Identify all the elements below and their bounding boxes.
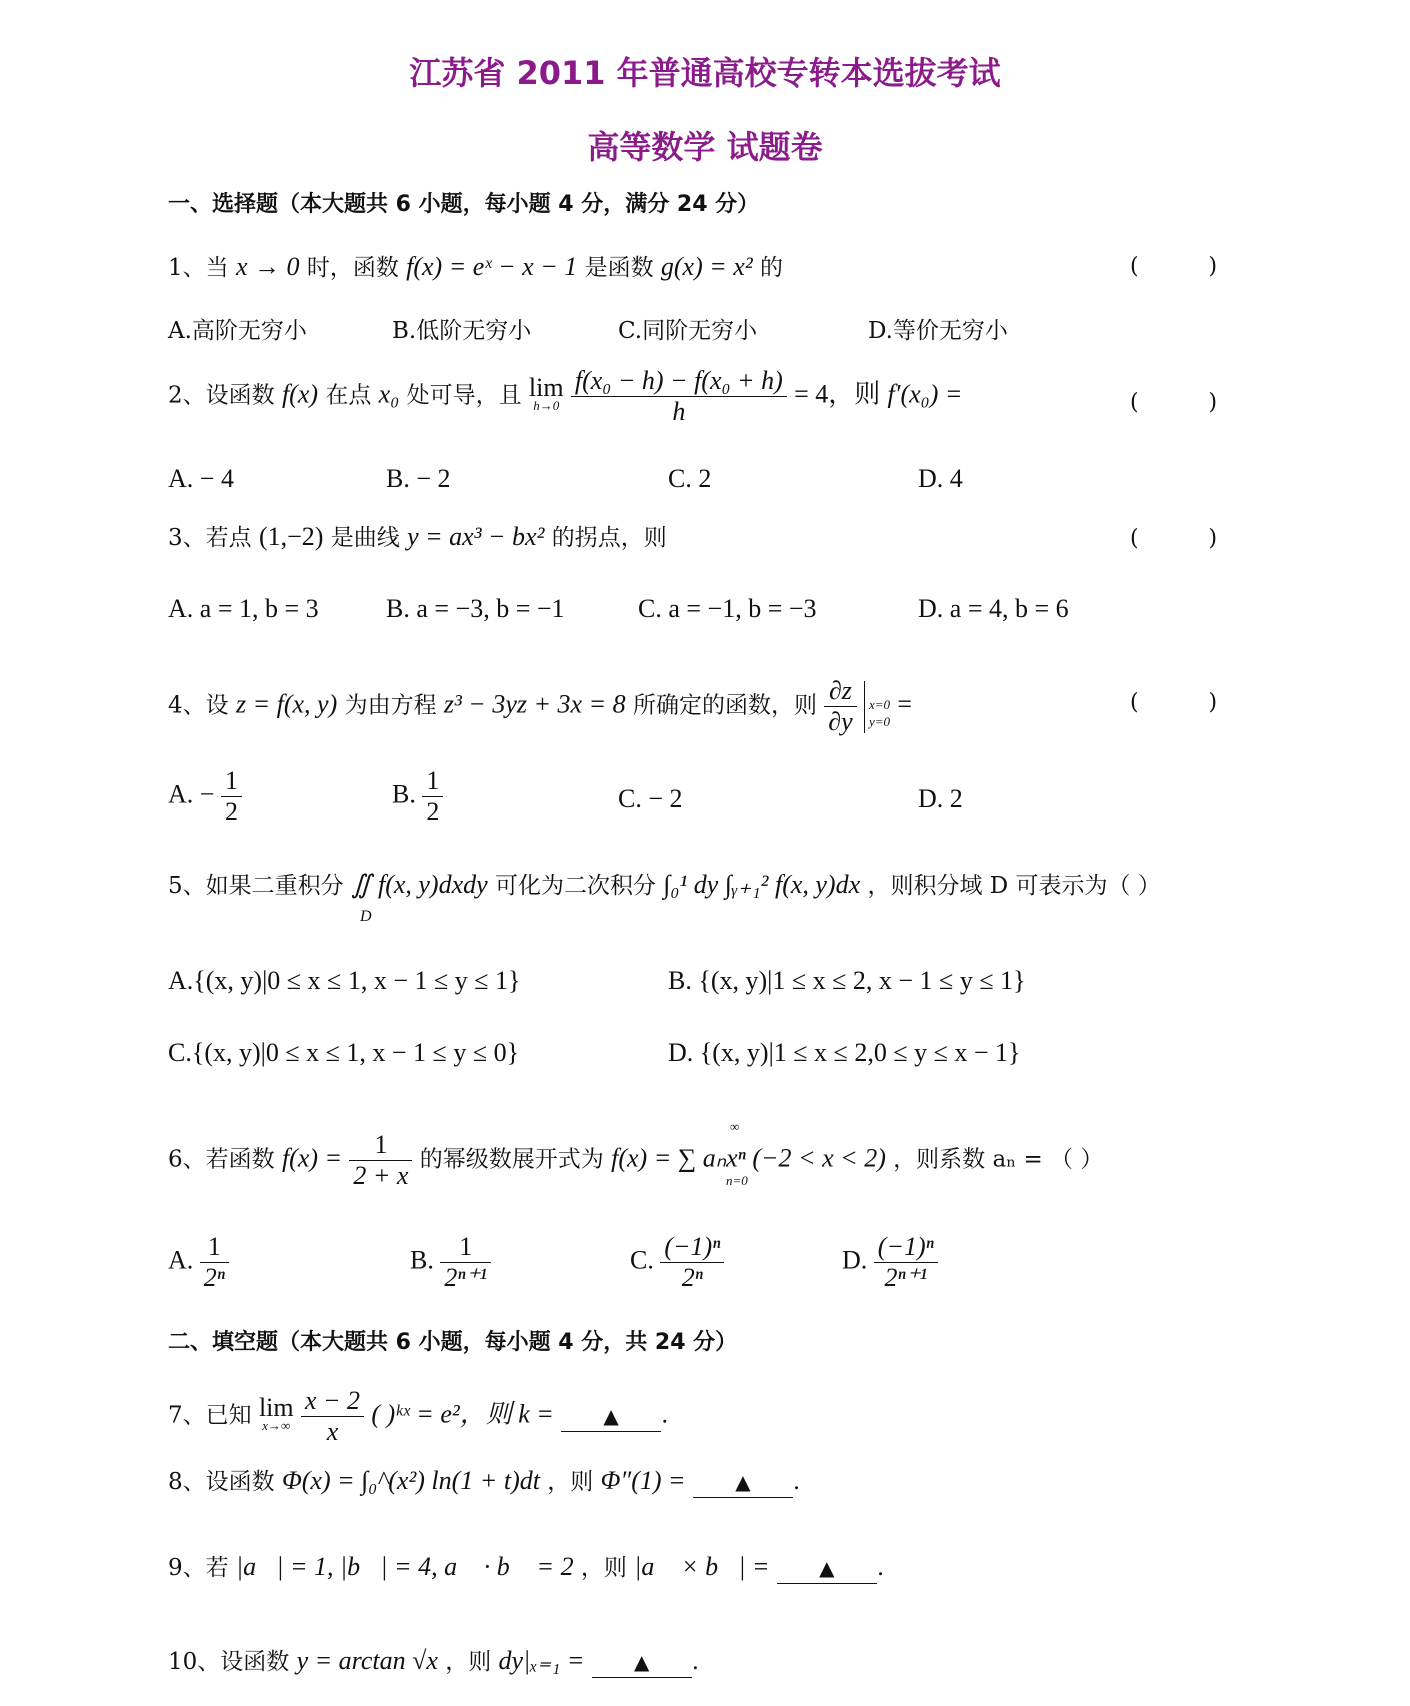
q5-option-c: C.{(x, y)|0 ≤ x ≤ 1, x − 1 ≤ y ≤ 0} [168,1038,520,1067]
q6-option-d-label: D. [842,1245,868,1275]
q2-numerator: f(x₀ − h) − f(x₀ + h) [571,366,787,397]
q7-lim-label: lim [258,1392,294,1422]
q6-sum-bottom: n=0 [726,1173,748,1188]
q4-equation: z³ − 3yz + 3x = 8 [443,689,626,719]
q2-num: 2、设函数 [168,382,275,409]
q2-option-b: B. − 2 [386,464,451,493]
q3-option-a: A. a = 1, b = 3 [168,594,319,623]
q6-fx: f(x) = [281,1143,343,1173]
q4-eq: = [897,689,912,719]
q9-end: . [876,1555,885,1581]
q4-condition [864,681,890,733]
q2-lim-sub: h→0 [533,397,560,413]
q4-mid: 为由方程 [344,692,437,719]
q2-answer-paren: ( ) [1130,390,1218,415]
q3-tail: 的拐点，则 [551,525,667,551]
question-2 [168,366,962,427]
q8-num: 8、设函数 [168,1469,275,1495]
q2-x0: x₀ [378,379,400,409]
q2-lim-label: lim [528,372,564,402]
q4-option-d: D. 2 [918,784,963,813]
q1-limit: x → 0 [235,252,300,281]
q6-fraction [349,1130,412,1191]
q5-iterated-integral: ∫₀¹ dy ∫ᵧ₊₁² f(x, y)dx [663,870,861,899]
q6-c-num: (−1)ⁿ [660,1232,724,1263]
q8-expr: Φ(x) = ∫₀^(x²) ln(1 + t)dt [281,1466,540,1495]
q1-num: 1、当 [168,255,229,281]
q8-end: . [792,1469,801,1495]
q7-fraction [301,1386,364,1447]
q1-option-c: C.同阶无穷小 [618,318,758,344]
q7-fden: x [326,1417,339,1446]
exam-subtitle: 高等数学 试题卷 [587,128,823,166]
q9-answer-blank[interactable]: ▲ [777,1553,877,1584]
q6-b-num: 1 [440,1232,491,1263]
q2-mid2: 处可导，且 [406,382,522,409]
q4-option-c: C. − 2 [618,784,683,813]
q6-option-d-frac [874,1232,938,1293]
q4-num: 4、设 [168,692,229,719]
q6-option-c [630,1232,724,1293]
q4-answer-paren: ( ) [1130,690,1218,715]
q10-answer-blank[interactable]: ▲ [592,1647,692,1678]
q3-point: (1,−2) [258,522,324,551]
q2-mid: 在点 [325,382,372,409]
q3-option-d: D. a = 4, b = 6 [918,594,1069,623]
q2-option-d: D. 4 [918,464,963,493]
q10-mid: ，则 [445,1649,492,1675]
q6-option-b-frac [440,1232,491,1293]
q6-d-den: 2ⁿ⁺¹ [884,1263,928,1292]
q6-option-b-label: B. [410,1245,434,1275]
question-6 [168,1130,1103,1191]
q7-end: . [661,1402,669,1429]
question-4 [168,676,912,737]
q6-option-a-frac [200,1232,229,1293]
exam-title: 江苏省 2011 年普通高校专转本选拔考试 [409,54,1001,92]
q6-option-c-label: C. [630,1245,654,1275]
question-5 [168,870,1161,901]
q2-option-c: C. 2 [668,464,712,493]
q2-lim [528,372,564,415]
q7-num: 7、已知 [168,1402,252,1429]
q3-option-c: C. a = −1, b = −3 [638,594,817,623]
question-3 [168,522,667,553]
q6-option-a [168,1232,229,1293]
q10-target: dy|ₓ₌₁ = [498,1646,585,1675]
question-8 [168,1466,800,1498]
q5-num: 5、如果二重积分 [168,873,344,899]
q6-option-a-label: A. [168,1245,194,1275]
q3-mid: 是曲线 [330,525,400,551]
section-1-title: 一、选择题（本大题共 6 小题，每小题 4 分，满分 24 分） [168,192,760,217]
q5-mid: 可化为二次积分 [494,873,656,899]
q2-fx: f(x) [281,379,319,409]
q4-cond-x: x=0 [868,696,890,712]
q4-option-b [392,766,443,827]
q5-tail: ，则积分域 D 可表示为（ ） [867,873,1161,899]
q6-fden: 2 + x [353,1161,409,1190]
q8-mid: ，则 [547,1469,594,1495]
q4-dnum: ∂z [824,676,856,707]
q5-region: D [360,908,372,925]
q6-sum-top: ∞ [730,1119,740,1134]
q4-option-a-frac [221,766,242,827]
section-2-title: 二、填空题（本大题共 6 小题，每小题 4 分，共 24 分） [168,1330,738,1355]
q6-fnum: 1 [349,1130,412,1161]
q4-a-den: 2 [224,797,238,826]
q10-expr: y = arctan √x [296,1646,438,1675]
q6-num: 6、若函数 [168,1146,275,1173]
q4-partial-derivative [824,676,856,737]
q7-answer-blank[interactable]: ▲ [561,1401,661,1432]
q5-option-b: B. {(x, y)|1 ≤ x ≤ 2, x − 1 ≤ y ≤ 1} [668,966,1026,995]
q1-function-g: g(x) = x² [660,252,753,281]
q9-num: 9、若 [168,1555,229,1581]
q4-dden: ∂y [828,707,853,736]
q7-expr: ( )ᵏˣ = e²，则 k = [371,1399,554,1429]
q4-option-b-label: B. [392,779,416,809]
q3-answer-paren: ( ) [1130,526,1218,551]
question-10 [168,1646,699,1678]
q3-option-b: B. a = −3, b = −1 [386,594,565,623]
q6-series: f(x) = ∑ aₙxⁿ (−2 < x < 2) [611,1143,886,1173]
q4-tail: 所确定的函数，则 [632,692,817,719]
q1-option-b: B.低阶无穷小 [392,318,532,344]
q1-option-d: D.等价无穷小 [868,318,1008,344]
q7-lim [258,1392,294,1435]
q1-option-a: A.高阶无穷小 [168,318,307,344]
q1-function-f: f(x) = eˣ − x − 1 [406,252,578,281]
q5-option-d: D. {(x, y)|1 ≤ x ≤ 2,0 ≤ y ≤ x − 1} [668,1038,1021,1067]
q10-num: 10、设函数 [168,1649,290,1675]
q2-fraction [571,366,787,427]
question-7 [168,1386,668,1447]
q2-denominator: h [672,397,686,426]
question-9 [168,1552,884,1584]
q6-tail: ，则系数 aₙ = （ ） [893,1146,1104,1173]
q4-option-a-label: A. [168,779,194,809]
q7-lim-sub: x→∞ [262,1417,291,1433]
q6-c-den: 2ⁿ [681,1263,703,1292]
q6-d-num: (−1)ⁿ [874,1232,938,1263]
q4-option-b-frac [422,766,443,827]
question-1 [168,252,783,283]
q10-end: . [691,1649,700,1675]
q4-b-den: 2 [426,797,440,826]
q8-target: Φ″(1) = [600,1466,686,1495]
q1-text-c: 是函数 [584,255,654,281]
q6-mid: 的幂级数展开式为 [419,1146,604,1173]
q6-a-den: 2ⁿ [203,1263,225,1292]
q1-answer-paren: ( ) [1130,254,1218,279]
q4-expr: z = f(x, y) [235,689,338,719]
q2-option-a: A. − 4 [168,464,234,493]
q4-cond-y: y=0 [868,713,890,729]
q2-eq: = 4，则 [794,379,881,409]
q4-option-a-sign: − [199,779,215,809]
q6-option-d [842,1232,938,1293]
q4-b-num: 1 [422,766,443,797]
q9-target: |a⃗ × b⃗| = [634,1552,770,1581]
q9-mid: ，则 [580,1555,627,1581]
q6-b-den: 2ⁿ⁺¹ [444,1263,488,1292]
q8-answer-blank[interactable]: ▲ [693,1467,793,1498]
q5-option-a: A.{(x, y)|0 ≤ x ≤ 1, x − 1 ≤ y ≤ 1} [168,966,521,995]
q1-text-b: 时，函数 [306,255,399,281]
q7-fnum: x − 2 [301,1386,364,1417]
q3-curve: y = ax³ − bx² [407,522,545,551]
q3-num: 3、若点 [168,525,252,551]
q5-double-integral: ∬ f(x, y)dxdy [350,870,488,899]
q2-result: f′(x₀) = [887,379,963,409]
q6-a-num: 1 [200,1232,229,1263]
q9-expr: |a⃗| = 1, |b⃗| = 4, a⃗ · b⃗ = 2 [235,1552,574,1581]
q4-option-a [168,766,242,827]
q6-option-c-frac [660,1232,724,1293]
q1-text-d: 的 [759,255,783,281]
q4-a-num: 1 [221,766,242,797]
q6-option-b [410,1232,491,1293]
